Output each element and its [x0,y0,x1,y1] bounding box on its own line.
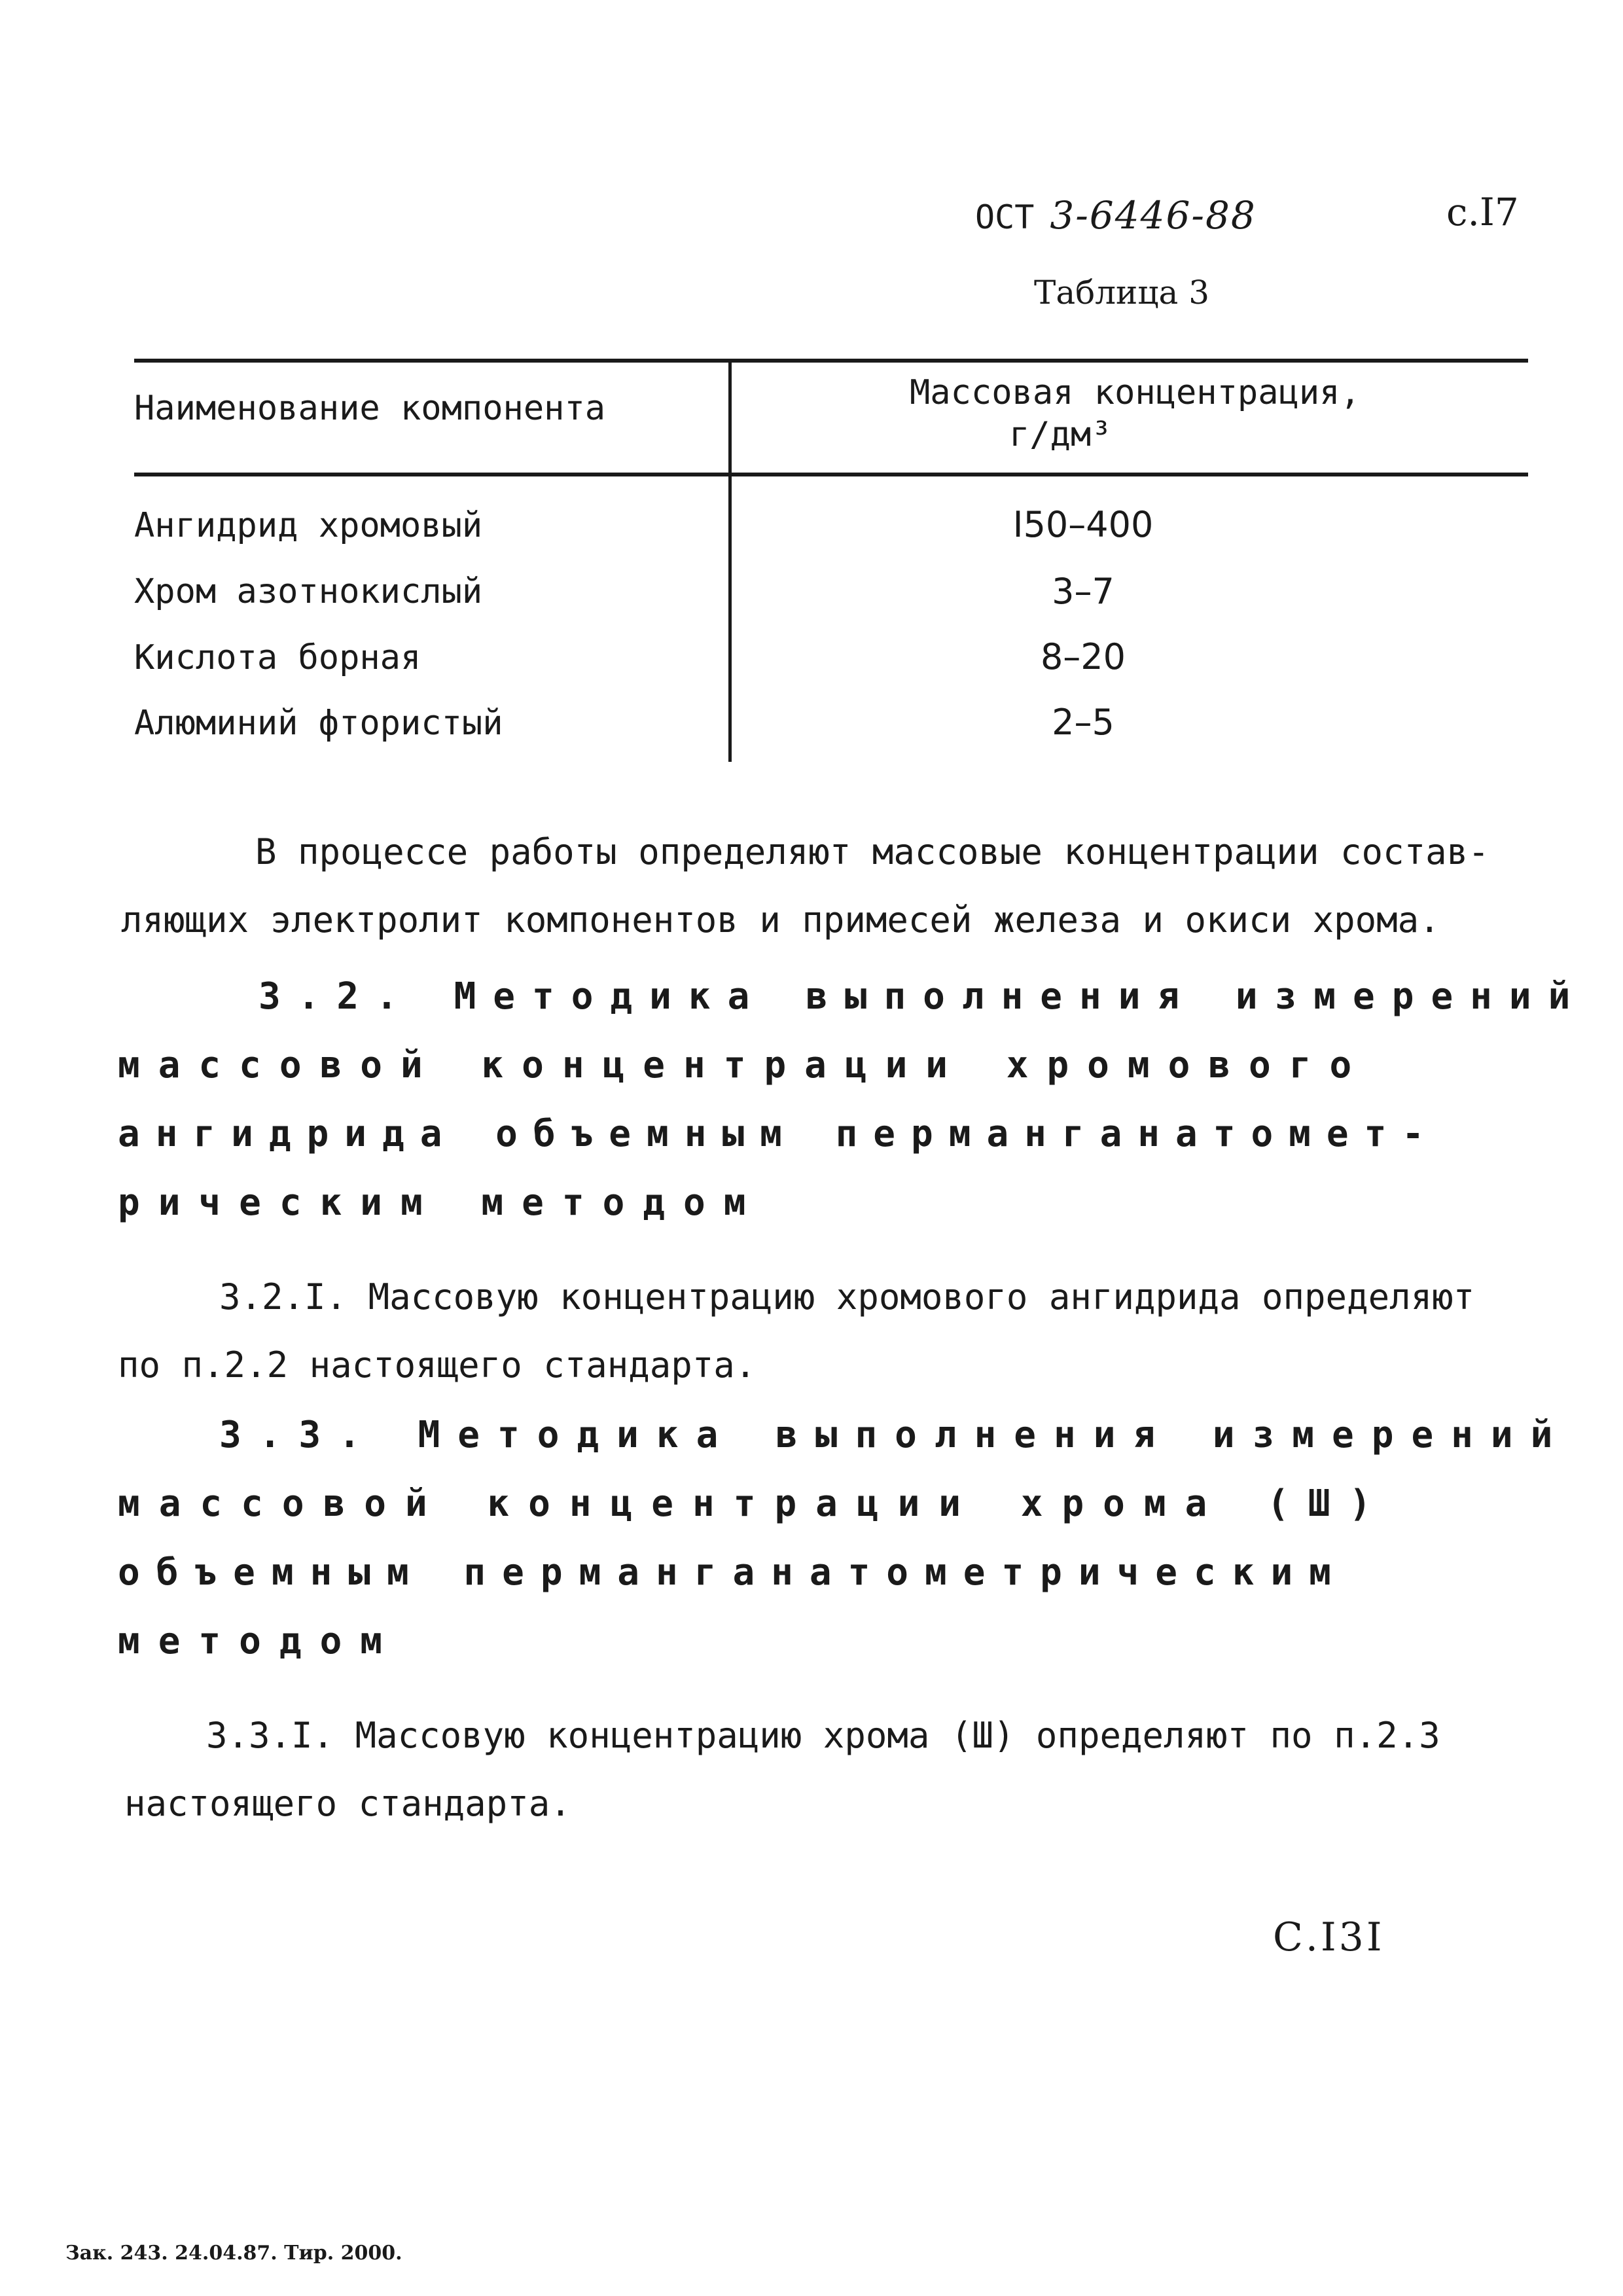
table-row-value: 3–7 [1052,571,1115,612]
paragraph-line: ляющих электролит компонентов и примесей железа и окиси хрома. [121,899,1440,941]
section-heading-line: 3.3. Методика выполнения измерений [219,1414,1571,1456]
paragraph-line: настоящего стандарта. [124,1783,571,1824]
table-col-header-name: Наименование компонента [134,389,606,428]
table-row-value: 8–20 [1040,636,1126,677]
page-number: с.I7 [1446,190,1519,234]
bottom-page-reference: С.I3I [1273,1914,1385,1960]
paragraph-line: 3.2.I. Массовую концентрацию хромового ангидрида определяют [219,1276,1475,1318]
table-col-header-concentration [910,373,1361,454]
table-row-name: Хром азотнокислый [134,572,483,611]
standard-prefix: ОСТ [975,198,1035,236]
standard-number: 3-6446-88 [1050,193,1257,238]
paragraph-line: В процессе работы определяют массовые концентрации состав- [255,831,1489,872]
table-caption: Таблица 3 [1034,274,1210,312]
table-top-rule [134,359,1528,363]
paragraph-line: по п.2.2 настоящего стандарта. [118,1344,757,1386]
col-header-line2: г/дм³ [1009,415,1112,454]
print-footer: Зак. 243. 24.04.87. Тир. 2000. [65,2242,402,2265]
section-heading-line: методом [118,1620,401,1662]
section-heading-line: объемным перманганатометрическим [118,1551,1347,1594]
standard-designation [975,193,1257,238]
table-row-name: Ангидрид хромовый [134,506,483,545]
paragraph-line: 3.3.I. Массовую концентрацию хрома (Ш) определяют по п.2.3 [206,1715,1440,1756]
table-row-value: I50–400 [1012,504,1154,545]
section-heading-line: массовой концентрации хрома (Ш) [118,1482,1391,1525]
table-row-name: Кислота борная [134,638,421,677]
section-heading-line: 3.2. Методика выполнения измерений [259,975,1588,1018]
table-row-value: 2–5 [1052,702,1115,743]
table-row-name: Алюминий фтористый [134,704,503,743]
table-column-divider [728,361,732,762]
col-header-line1: Массовая концентрация, [910,373,1361,412]
table-header-rule [134,473,1528,476]
section-heading-line: массовой концентрации хромового [118,1044,1370,1086]
section-heading-line: рическим методом [118,1181,764,1224]
section-heading-line: ангидрида объемным перманганатомет- [118,1113,1440,1155]
